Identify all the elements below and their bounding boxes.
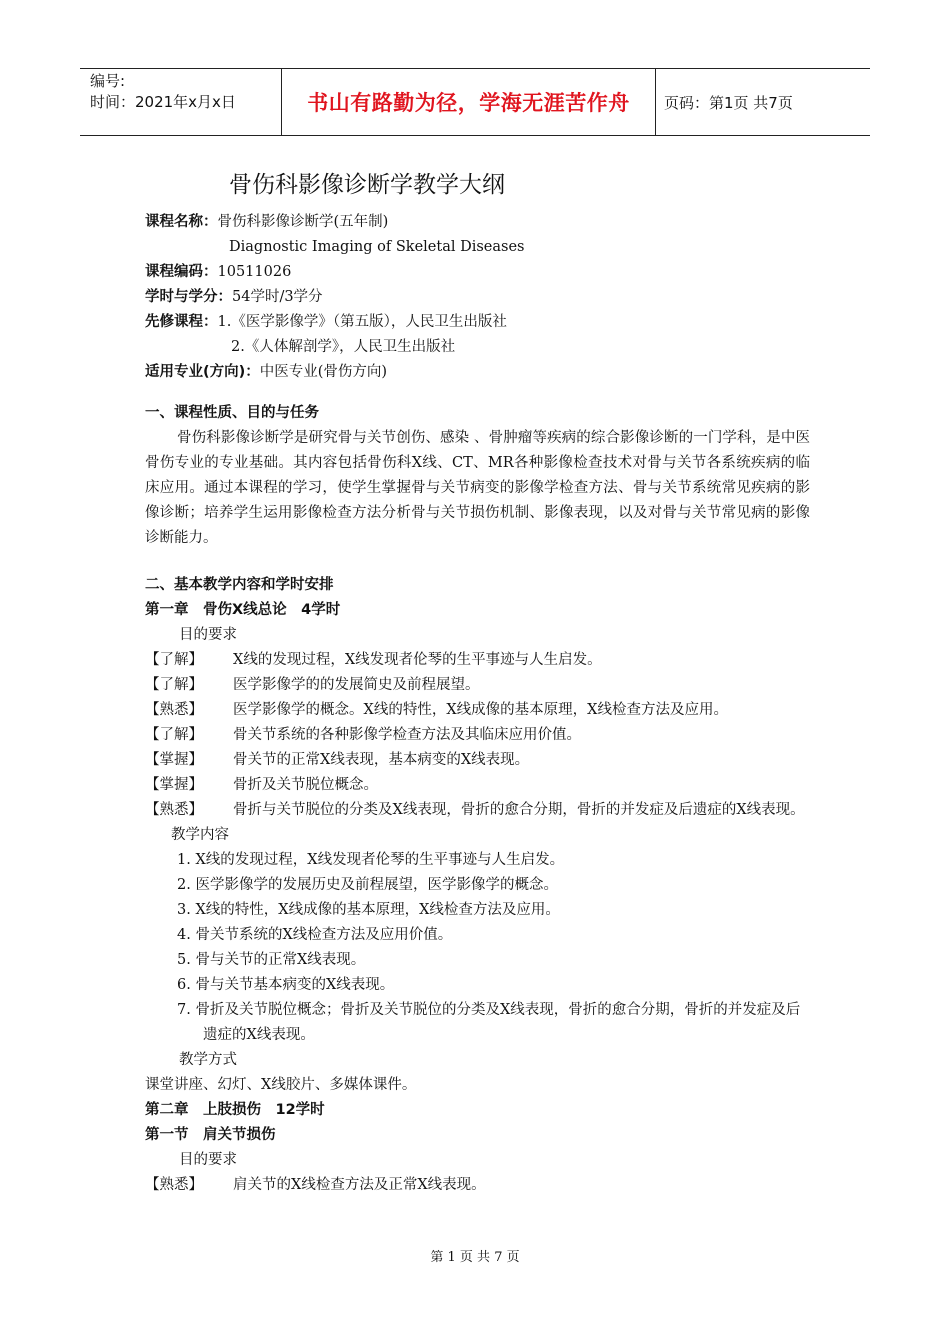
header-motto-cell (282, 69, 656, 135)
content-item: 7. 骨折及关节脱位概念；骨折及关节脱位的分类及X线表现，骨折的愈合分期，骨折的并发症及后遗症的X线表现。 (177, 1002, 801, 1043)
chapter2-section-title: 第一节 肩关节损伤 (145, 1127, 276, 1143)
goal-tag: 【了解】 (145, 677, 203, 693)
content-item: 3. X线的特性，X线成像的基本原理，X线检查方法及应用。 (177, 902, 560, 918)
goal-tag: 【熟悉】 (145, 1177, 203, 1193)
course-name-value: 骨伤科影像诊断学(五年制) (217, 214, 389, 230)
goal-text: X线的发现过程，X线发现者伦琴的生平事迹与人生启发。 (233, 652, 602, 668)
page-label: 页码：第1页 共7页 (664, 93, 793, 112)
chapter2-goals-label: 目的要求 (179, 1152, 237, 1168)
number-label: 编号: (90, 72, 126, 90)
content-item: 2. 医学影像学的发展历史及前程展望，医学影像学的概念。 (177, 877, 558, 893)
chapter2-title: 第二章 上肢损伤 12学时 (145, 1102, 325, 1118)
content-item: 4. 骨关节系统的X线检查方法及应用价值。 (177, 927, 453, 943)
major-label: 适用专业(方向)： (145, 364, 260, 380)
goal-text: 骨关节的正常X线表现，基本病变的X线表现。 (233, 752, 530, 768)
chapter1-method-label: 教学方式 (179, 1052, 237, 1068)
chapter1-title: 第一章 骨伤X线总论 4学时 (145, 602, 341, 618)
course-code-value: 10511026 (217, 264, 292, 280)
goal-item (145, 773, 810, 798)
course-name-row (145, 210, 810, 235)
chapter1-content-label: 教学内容 (171, 827, 229, 843)
course-name-en: Diagnostic Imaging of Skeletal Diseases (229, 239, 525, 255)
major-row (145, 360, 810, 385)
course-code-label: 课程编码： (145, 264, 218, 280)
spacer (145, 551, 810, 573)
chapter1-goals-label: 目的要求 (179, 627, 237, 643)
motto-text: 书山有路勤为径，学海无涯苦作舟 (307, 91, 630, 115)
header-table (80, 68, 870, 136)
date-label: 时间：2021年x月x日 (90, 93, 236, 111)
spacer (145, 385, 810, 401)
page-footer: 第 1 页 共 7 页 (430, 1250, 520, 1265)
content-item: 6. 骨与关节基本病变的X线表现。 (177, 977, 395, 993)
document-body (145, 160, 810, 1198)
chapter1-method: 课堂讲座、幻灯、X线胶片、多媒体课件。 (145, 1077, 417, 1093)
goal-text: 骨关节系统的各种影像学检查方法及其临床应用价值。 (233, 727, 581, 743)
course-name-label: 课程名称： (145, 214, 218, 230)
goal-item (145, 723, 810, 748)
goal-tag: 【熟悉】 (145, 702, 203, 718)
hours-label: 学时与学分： (145, 289, 232, 305)
goal-item (145, 673, 810, 698)
goal-text: 肩关节的X线检查方法及正常X线表现。 (233, 1177, 486, 1193)
section1-paragraph: 骨伤科影像诊断学是研究骨与关节创伤、感染 、骨肿瘤等疾病的综合影像诊断的一门学科，是中医骨伤专业的专业基础。其内容包括骨伤科X线、CT、MR各种影像检查技术对骨与关节各系统疾病的临床应用。通过本课程的学习，使学生掌握骨与关节病变的影像学检查方法、骨与关节系统常见疾病的影像诊断；培养学生运用影像检查方法分析骨与关节损伤机制、影像表现，以及对骨与关节常见病的影像诊断能力。 (145, 430, 810, 546)
document-title: 骨伤科影像诊断学教学大纲 (229, 172, 505, 198)
hours-value: 54学时/3学分 (232, 289, 323, 305)
goal-item (145, 798, 810, 823)
header-page-cell (656, 69, 870, 135)
prereq-row (145, 310, 810, 335)
goal-tag: 【掌握】 (145, 777, 203, 793)
goal-tag: 【熟悉】 (145, 802, 203, 818)
goal-text: 骨折与关节脱位的分类及X线表现，骨折的愈合分期，骨折的并发症及后遗症的X线表现。 (233, 802, 805, 818)
course-code-row (145, 260, 810, 285)
content-item: 1. X线的发现过程，X线发现者伦琴的生平事迹与人生启发。 (177, 852, 565, 868)
major-value: 中医专业(骨伤方向) (259, 364, 388, 380)
hours-row (145, 285, 810, 310)
goal-item (145, 698, 810, 723)
goal-item (145, 1173, 810, 1198)
prereq-item-1: 1.《医学影像学》（第五版），人民卫生出版社 (217, 314, 507, 330)
goal-tag: 【掌握】 (145, 752, 203, 768)
section1-heading: 一、课程性质、目的与任务 (145, 405, 319, 421)
section2-heading: 二、基本教学内容和学时安排 (145, 577, 334, 593)
header-meta-cell (80, 69, 282, 135)
goal-tag: 【了解】 (145, 652, 203, 668)
goal-tag: 【了解】 (145, 727, 203, 743)
goal-text: 骨折及关节脱位概念。 (233, 777, 378, 793)
content-item: 5. 骨与关节的正常X线表现。 (177, 952, 366, 968)
goal-item (145, 648, 810, 673)
prereq-label: 先修课程： (145, 314, 218, 330)
prereq-item-2: 2.《人体解剖学》，人民卫生出版社 (231, 339, 456, 355)
goal-item (145, 748, 810, 773)
goal-text: 医学影像学的概念。X线的特性，X线成像的基本原理，X线检查方法及应用。 (233, 702, 728, 718)
goal-text: 医学影像学的的发展简史及前程展望。 (233, 677, 480, 693)
